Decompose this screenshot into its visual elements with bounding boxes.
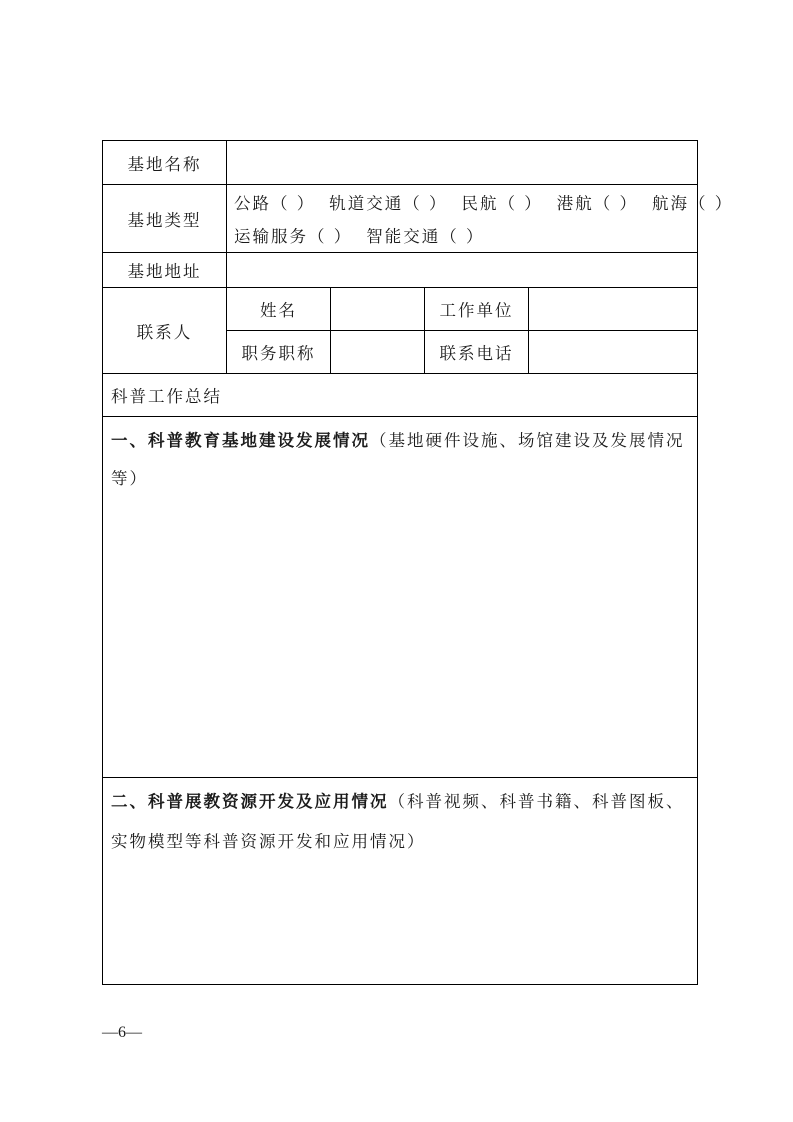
name-field[interactable] — [331, 288, 424, 330]
section2-description: （科普视频、科普书籍、科普图板、实物模型等科普资源开发和应用情况） — [111, 792, 685, 851]
section2-cell[interactable] — [111, 782, 691, 862]
base-type-option-transport-service[interactable]: 运输服务（ ） — [234, 227, 353, 246]
summary-form-table — [102, 140, 734, 985]
page-number: —6— — [102, 1024, 142, 1041]
section1-title: 一、科普教育基地建设发展情况 — [111, 431, 370, 450]
base-name-label: 基地名称 — [127, 154, 202, 174]
section1-cell[interactable] — [111, 422, 691, 498]
section1-description: （基地硬件设施、场馆建设及发展情况等） — [111, 431, 685, 488]
work-unit-field[interactable] — [529, 288, 697, 330]
position-label: 职务职称 — [241, 344, 316, 363]
summary-label: 科普工作总结 — [111, 387, 222, 406]
base-type-option-port[interactable]: 港航（ ） — [556, 194, 638, 213]
base-type-option-rail[interactable]: 轨道交通（ ） — [329, 194, 448, 213]
base-type-option-navigation[interactable]: 航海（ ） — [652, 194, 734, 213]
base-type-options[interactable] — [234, 187, 734, 253]
work-unit-label: 工作单位 — [439, 301, 514, 320]
base-type-option-highway[interactable]: 公路（ ） — [234, 194, 316, 213]
base-name-field[interactable] — [227, 141, 697, 184]
base-address-label: 基地地址 — [127, 262, 202, 281]
position-field[interactable] — [331, 331, 424, 373]
row-divider — [103, 777, 697, 778]
base-address-field[interactable] — [227, 253, 697, 287]
contact-label: 联系人 — [136, 322, 193, 342]
row-divider — [103, 416, 697, 417]
base-type-option-aviation[interactable]: 民航（ ） — [461, 194, 543, 213]
base-type-label: 基地类型 — [127, 210, 202, 230]
base-type-option-smart-traffic[interactable]: 智能交通（ ） — [366, 227, 485, 246]
name-label: 姓名 — [260, 301, 297, 320]
section2-title: 二、科普展教资源开发及应用情况 — [111, 792, 389, 811]
phone-label: 联系电话 — [439, 344, 514, 363]
phone-field[interactable] — [529, 331, 697, 373]
